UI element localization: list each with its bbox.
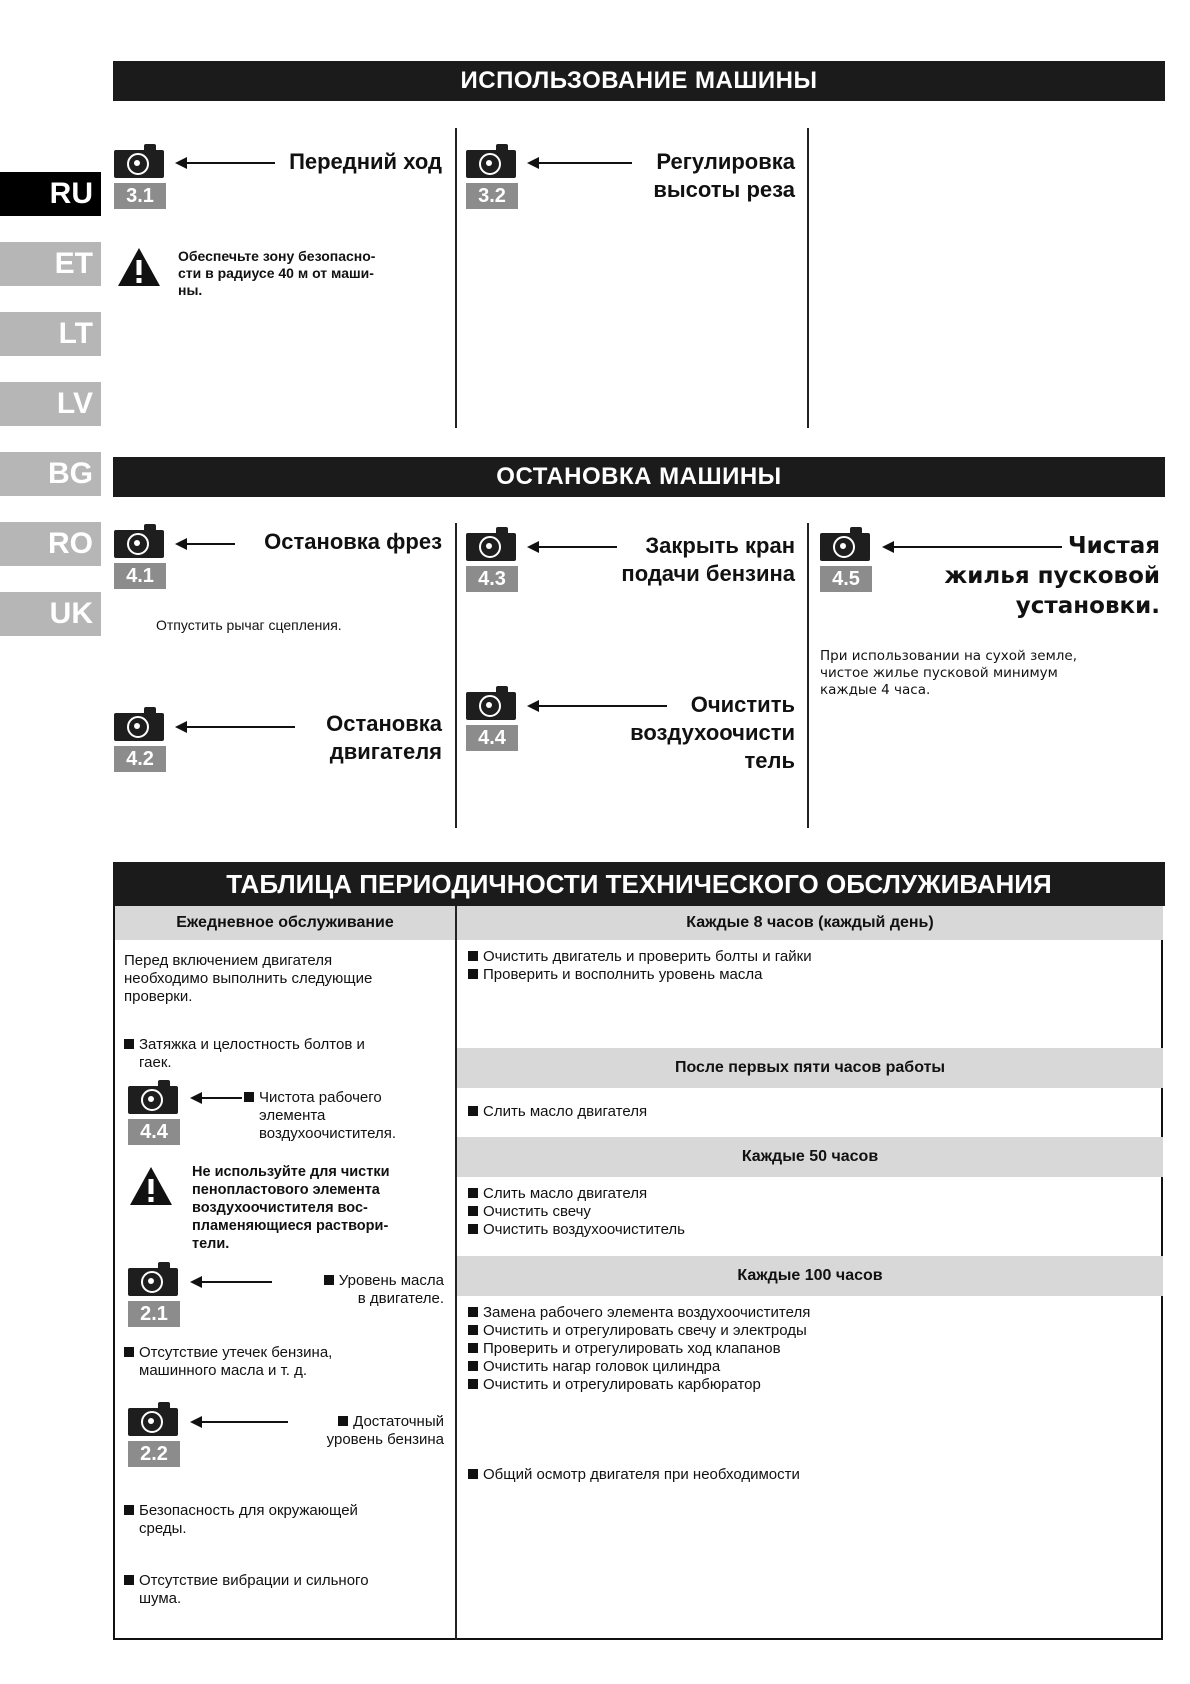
bullet-icon <box>468 1206 478 1216</box>
bullet-icon <box>468 1188 478 1198</box>
warning-icon <box>128 1165 174 1207</box>
every100-header: Каждые 100 часов <box>457 1256 1163 1296</box>
lang-tab-uk[interactable]: UK <box>0 592 101 636</box>
bullet-icon <box>124 1505 134 1515</box>
arrow-icon <box>537 162 632 164</box>
daily-item: Отсутствие вибрации и сильного шума. <box>124 1572 444 1608</box>
step-title: Регулировка высоты реза <box>653 149 795 202</box>
step-badge: 4.1 <box>114 563 166 589</box>
divider <box>807 128 809 428</box>
camera-icon-4-4 <box>128 1086 180 1145</box>
first5-header: После первых пяти часов работы <box>457 1048 1163 1088</box>
camera-icon-4-5 <box>820 533 872 592</box>
bullet-icon <box>468 1224 478 1234</box>
divider <box>807 523 809 828</box>
daily-ref: Уровень масла в двигателе. <box>280 1272 444 1308</box>
camera-icon-3-1 <box>114 150 166 209</box>
step-badge: 4.4 <box>128 1119 180 1145</box>
step-note: При использовании на сухой земле, чистое жилье пусковой минимум каждые 4 часа. <box>820 648 1077 698</box>
step-badge: 4.4 <box>466 725 518 751</box>
section-stop-title: ОСТАНОВКА МАШИНЫ <box>113 457 1165 497</box>
bullet-icon <box>324 1275 334 1285</box>
camera-icon-4-1 <box>114 530 166 589</box>
warning-icon <box>116 246 162 288</box>
step-title: Закрыть кран подачи бензина <box>621 533 795 586</box>
every50-list: Слить масло двигателя Очистить свечу Очистить воздухоочиститель <box>468 1185 1148 1239</box>
divider <box>455 128 457 428</box>
bullet-icon <box>124 1575 134 1585</box>
divider <box>455 523 457 828</box>
lang-tab-lt[interactable]: LT <box>0 312 101 356</box>
step-note: Отпустить рычаг сцепления. <box>156 617 342 633</box>
step-title: Остановка двигателя <box>326 711 442 764</box>
arrow-icon <box>200 1097 242 1099</box>
every8-header: Каждые 8 часов (каждый день) <box>457 906 1163 940</box>
camera-icon-4-4 <box>466 692 518 751</box>
camera-icon-4-3 <box>466 533 518 592</box>
lang-tab-ro[interactable]: RO <box>0 522 101 566</box>
step-title: Передний ход <box>289 149 442 174</box>
step-badge: 2.1 <box>128 1301 180 1327</box>
step-title: Чистая жилья пусковой установки. <box>944 533 1160 619</box>
daily-ref: Чистота рабочего элемента воздухоочистителя. <box>244 1089 444 1143</box>
step-badge: 3.1 <box>114 183 166 209</box>
daily-intro: Перед включением двигателя необходимо выполнить следующие проверки. <box>124 952 373 1005</box>
bullet-icon <box>244 1092 254 1102</box>
lang-tab-et[interactable]: ET <box>0 242 101 286</box>
daily-header: Ежедневное обслуживание <box>115 906 455 940</box>
step-badge: 3.2 <box>466 183 518 209</box>
every50-header: Каждые 50 часов <box>457 1137 1163 1177</box>
bullet-icon <box>468 1343 478 1353</box>
bullet-icon <box>468 1469 478 1479</box>
step-badge: 4.3 <box>466 566 518 592</box>
lang-tab-lv[interactable]: LV <box>0 382 101 426</box>
bullet-icon <box>468 1379 478 1389</box>
warning-text: Обеспечьте зону безопасно- сти в радиусе 40 м от маши- ны. <box>178 248 376 298</box>
bullet-icon <box>468 951 478 961</box>
arrow-icon <box>200 1421 288 1423</box>
camera-icon-4-2 <box>114 713 166 772</box>
bullet-icon <box>338 1416 348 1426</box>
camera-icon-2-2 <box>128 1408 180 1467</box>
daily-ref: Достаточный уровень бензина <box>326 1413 444 1448</box>
step-title: Очистить воздухоочисти тель <box>630 692 795 773</box>
daily-warning: Не используйте для чистки пенопластового элемента воздухоочистителя вос- пламеняющиеся раствори- тели. <box>192 1164 390 1252</box>
arrow-icon <box>200 1281 272 1283</box>
bullet-icon <box>468 1307 478 1317</box>
bullet-icon <box>468 1325 478 1335</box>
section-usage-title: ИСПОЛЬЗОВАНИЕ МАШИНЫ <box>113 61 1165 101</box>
step-badge: 2.2 <box>128 1441 180 1467</box>
arrow-icon <box>185 543 235 545</box>
lang-tab-ru[interactable]: RU <box>0 172 101 216</box>
bullet-icon <box>124 1347 134 1357</box>
every100-list: Замена рабочего элемента воздухоочистителя Очистить и отрегулировать свечу и электроды Проверить и отрегулировать ход клапанов Очистить нагар головок цилиндра Очистить и отрегулировать карбюратор <box>468 1304 1148 1394</box>
bullet-icon <box>468 1361 478 1371</box>
every100-extra: Общий осмотр двигателя при необходимости <box>468 1466 1148 1484</box>
arrow-icon <box>185 726 295 728</box>
first5-list: Слить масло двигателя <box>468 1103 1148 1121</box>
arrow-icon <box>185 162 275 164</box>
daily-item: Отсутствие утечек бензина, машинного масла и т. д. <box>124 1344 444 1380</box>
camera-icon-2-1 <box>128 1268 180 1327</box>
camera-icon-3-2 <box>466 150 518 209</box>
step-badge: 4.2 <box>114 746 166 772</box>
daily-item: Безопасность для окружающей среды. <box>124 1502 444 1538</box>
bullet-icon <box>124 1039 134 1049</box>
daily-item: Затяжка и целостность болтов и гаек. <box>124 1036 444 1072</box>
table-title: ТАБЛИЦА ПЕРИОДИЧНОСТИ ТЕХНИЧЕСКОГО ОБСЛУЖИВАНИЯ <box>113 862 1165 906</box>
step-title: Остановка фрез <box>264 529 442 554</box>
lang-tab-bg[interactable]: BG <box>0 452 101 496</box>
bullet-icon <box>468 969 478 979</box>
bullet-icon <box>468 1106 478 1116</box>
step-badge: 4.5 <box>820 566 872 592</box>
every8-list: Очистить двигатель и проверить болты и гайки Проверить и восполнить уровень масла <box>468 948 1148 984</box>
